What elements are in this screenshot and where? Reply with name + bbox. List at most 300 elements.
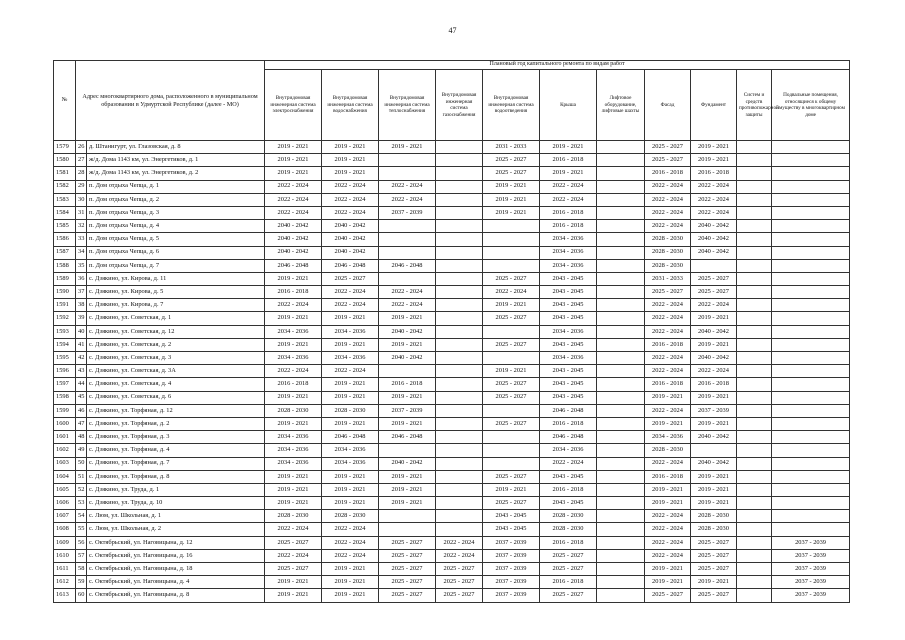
- heat-supply-cell: 2016 - 2018: [379, 378, 436, 391]
- fire-protection-cell: [737, 193, 772, 206]
- facade-cell: 2019 - 2021: [645, 576, 691, 589]
- row-index-cell: 51: [76, 470, 87, 483]
- roof-cell: 2043 - 2045: [540, 338, 597, 351]
- electricity-cell: 2019 - 2021: [265, 391, 322, 404]
- address-cell: с. Дзякино, ул. Торфяная, д. 2: [87, 417, 265, 430]
- gas-supply-cell: [436, 470, 483, 483]
- row-number-cell: 1601: [54, 431, 76, 444]
- foundation-cell: 2028 - 2030: [691, 510, 737, 523]
- water-supply-cell: 2019 - 2021: [322, 378, 379, 391]
- basement-cell: 2037 - 2039: [772, 589, 850, 602]
- address-cell: с. Дзякино, ул. Труда, д. 1: [87, 483, 265, 496]
- row-index-cell: 47: [76, 417, 87, 430]
- fire-protection-cell: [737, 523, 772, 536]
- facade-cell: 2028 - 2030: [645, 259, 691, 272]
- facade-cell: 2022 - 2024: [645, 457, 691, 470]
- row-index-cell: 57: [76, 549, 87, 562]
- basement-cell: [772, 378, 850, 391]
- water-supply-cell: 2019 - 2021: [322, 576, 379, 589]
- heat-supply-cell: 2025 - 2027: [379, 576, 436, 589]
- address-cell: п. Дом отдыха Чепца, д. 7: [87, 259, 265, 272]
- row-index-cell: 49: [76, 444, 87, 457]
- row-index-cell: 30: [76, 193, 87, 206]
- roof-cell: 2025 - 2027: [540, 563, 597, 576]
- roof-cell: 2016 - 2018: [540, 576, 597, 589]
- elevators-cell: [597, 523, 645, 536]
- table-row: [54, 365, 850, 378]
- fire-protection-cell: [737, 325, 772, 338]
- elevators-cell: [597, 576, 645, 589]
- address-cell: д. Штанигурт, ул. Глазовская, д. 8: [87, 141, 265, 154]
- gas-supply-cell: [436, 246, 483, 259]
- gas-supply-cell: [436, 259, 483, 272]
- sewerage-cell: 2019 - 2021: [483, 299, 540, 312]
- foundation-cell: 2022 - 2024: [691, 365, 737, 378]
- water-supply-cell: 2019 - 2021: [322, 417, 379, 430]
- electricity-cell: 2019 - 2021: [265, 417, 322, 430]
- gas-supply-cell: [436, 444, 483, 457]
- table-row: [54, 259, 850, 272]
- elevators-cell: [597, 470, 645, 483]
- heat-supply-cell: 2025 - 2027: [379, 549, 436, 562]
- fire-protection-cell: [737, 272, 772, 285]
- page-number: 47: [448, 26, 457, 35]
- water-supply-cell: 2019 - 2021: [322, 141, 379, 154]
- address-cell: с. Люм, ул. Школьная, д. 1: [87, 510, 265, 523]
- sewerage-cell: 2019 - 2021: [483, 180, 540, 193]
- foundation-cell: 2040 - 2042: [691, 325, 737, 338]
- address-cell: с. Октябрьский, ул. Наговицына, д. 18: [87, 563, 265, 576]
- row-index-cell: 37: [76, 286, 87, 299]
- elevators-cell: [597, 180, 645, 193]
- facade-cell: 2031 - 2033: [645, 272, 691, 285]
- row-index-cell: 46: [76, 404, 87, 417]
- facade-cell: 2022 - 2024: [645, 193, 691, 206]
- elevators-cell: [597, 193, 645, 206]
- foundation-cell: 2019 - 2021: [691, 483, 737, 496]
- row-index-cell: 53: [76, 497, 87, 510]
- elevators-cell: [597, 246, 645, 259]
- elevators-cell: [597, 286, 645, 299]
- elevators-cell: [597, 457, 645, 470]
- electricity-cell: 2016 - 2018: [265, 286, 322, 299]
- table-row: [54, 206, 850, 219]
- address-cell: с. Дзякино, ул. Кирова, д. 11: [87, 272, 265, 285]
- gas-supply-cell: [436, 457, 483, 470]
- electricity-cell: 2022 - 2024: [265, 523, 322, 536]
- roof-cell: 2043 - 2045: [540, 365, 597, 378]
- basement-cell: [772, 206, 850, 219]
- water-supply-cell: 2028 - 2030: [322, 510, 379, 523]
- address-cell: с. Люм, ул. Школьная, д. 2: [87, 523, 265, 536]
- table-row: [54, 180, 850, 193]
- row-index-cell: 36: [76, 272, 87, 285]
- basement-cell: [772, 483, 850, 496]
- header-elevators: Лифтовое оборудование, лифтовые шахты: [597, 70, 645, 141]
- fire-protection-cell: [737, 365, 772, 378]
- table-row: [54, 549, 850, 562]
- basement-cell: [772, 193, 850, 206]
- address-cell: с. Дзякино, ул. Кирова, д. 7: [87, 299, 265, 312]
- table-row: [54, 286, 850, 299]
- fire-protection-cell: [737, 352, 772, 365]
- heat-supply-cell: 2019 - 2021: [379, 312, 436, 325]
- heat-supply-cell: 2022 - 2024: [379, 286, 436, 299]
- basement-cell: [772, 510, 850, 523]
- roof-cell: 2046 - 2048: [540, 404, 597, 417]
- foundation-cell: 2022 - 2024: [691, 193, 737, 206]
- facade-cell: 2025 - 2027: [645, 286, 691, 299]
- sewerage-cell: [483, 352, 540, 365]
- sewerage-cell: 2037 - 2039: [483, 536, 540, 549]
- roof-cell: 2034 - 2036: [540, 352, 597, 365]
- basement-cell: [772, 167, 850, 180]
- sewerage-cell: [483, 444, 540, 457]
- electricity-cell: 2040 - 2042: [265, 220, 322, 233]
- electricity-cell: 2022 - 2024: [265, 180, 322, 193]
- table-row: [54, 510, 850, 523]
- elevators-cell: [597, 220, 645, 233]
- foundation-cell: 2028 - 2030: [691, 523, 737, 536]
- foundation-cell: 2040 - 2042: [691, 431, 737, 444]
- electricity-cell: 2022 - 2024: [265, 193, 322, 206]
- header-water-supply: Внутридомовая инженерная система водоснабжения: [322, 70, 379, 141]
- heat-supply-cell: 2040 - 2042: [379, 457, 436, 470]
- row-number-cell: 1613: [54, 589, 76, 602]
- table-row: [54, 589, 850, 602]
- electricity-cell: 2025 - 2027: [265, 563, 322, 576]
- row-number-cell: 1592: [54, 312, 76, 325]
- sewerage-cell: 2025 - 2027: [483, 154, 540, 167]
- roof-cell: 2028 - 2030: [540, 510, 597, 523]
- water-supply-cell: 2019 - 2021: [322, 167, 379, 180]
- foundation-cell: 2040 - 2042: [691, 233, 737, 246]
- address-cell: ж/д. Дома 1143 км, ул. Энергетиков, д. 1: [87, 154, 265, 167]
- foundation-cell: 2019 - 2021: [691, 470, 737, 483]
- fire-protection-cell: [737, 563, 772, 576]
- heat-supply-cell: [379, 510, 436, 523]
- basement-cell: [772, 391, 850, 404]
- row-number-cell: 1583: [54, 193, 76, 206]
- fire-protection-cell: [737, 312, 772, 325]
- sewerage-cell: 2031 - 2033: [483, 141, 540, 154]
- gas-supply-cell: [436, 391, 483, 404]
- roof-cell: 2016 - 2018: [540, 417, 597, 430]
- water-supply-cell: 2019 - 2021: [322, 154, 379, 167]
- heat-supply-cell: 2025 - 2027: [379, 563, 436, 576]
- row-number-cell: 1587: [54, 246, 76, 259]
- gas-supply-cell: [436, 523, 483, 536]
- gas-supply-cell: [436, 325, 483, 338]
- address-cell: с. Октябрьский, ул. Наговицына, д. 4: [87, 576, 265, 589]
- row-number-cell: 1586: [54, 233, 76, 246]
- elevators-cell: [597, 497, 645, 510]
- electricity-cell: 2028 - 2030: [265, 510, 322, 523]
- gas-supply-cell: [436, 180, 483, 193]
- water-supply-cell: 2034 - 2036: [322, 457, 379, 470]
- fire-protection-cell: [737, 167, 772, 180]
- table-row: [54, 470, 850, 483]
- header-fire-protection: Систем и средств противопожарной защиты: [737, 70, 772, 141]
- heat-supply-cell: 2019 - 2021: [379, 141, 436, 154]
- table-row: [54, 312, 850, 325]
- roof-cell: 2025 - 2027: [540, 589, 597, 602]
- elevators-cell: [597, 233, 645, 246]
- heat-supply-cell: 2019 - 2021: [379, 417, 436, 430]
- sewerage-cell: [483, 233, 540, 246]
- gas-supply-cell: [436, 510, 483, 523]
- sewerage-cell: [483, 431, 540, 444]
- row-number-cell: 1600: [54, 417, 76, 430]
- address-cell: с. Дзякино, ул. Советская, д. 3А: [87, 365, 265, 378]
- roof-cell: 2028 - 2030: [540, 523, 597, 536]
- header-roof: Крыша: [540, 70, 597, 141]
- elevators-cell: [597, 325, 645, 338]
- facade-cell: 2016 - 2018: [645, 378, 691, 391]
- foundation-cell: 2016 - 2018: [691, 378, 737, 391]
- facade-cell: 2028 - 2030: [645, 444, 691, 457]
- header-number: №: [54, 61, 76, 141]
- basement-cell: [772, 180, 850, 193]
- row-index-cell: 33: [76, 233, 87, 246]
- basement-cell: [772, 444, 850, 457]
- fire-protection-cell: [737, 444, 772, 457]
- header-basement: Подвальные помещения, относящиеся к общему имуществу в многоквартирном доме: [772, 70, 850, 141]
- foundation-cell: 2025 - 2027: [691, 589, 737, 602]
- basement-cell: [772, 325, 850, 338]
- basement-cell: [772, 312, 850, 325]
- fire-protection-cell: [737, 470, 772, 483]
- row-index-cell: 44: [76, 378, 87, 391]
- gas-supply-cell: 2022 - 2024: [436, 549, 483, 562]
- elevators-cell: [597, 589, 645, 602]
- address-cell: с. Дзякино, ул. Советская, д. 3: [87, 352, 265, 365]
- facade-cell: 2016 - 2018: [645, 470, 691, 483]
- roof-cell: 2019 - 2021: [540, 141, 597, 154]
- heat-supply-cell: 2040 - 2042: [379, 352, 436, 365]
- address-cell: п. Дом отдыха Чепца, д. 3: [87, 206, 265, 219]
- sewerage-cell: 2019 - 2021: [483, 365, 540, 378]
- water-supply-cell: 2040 - 2042: [322, 233, 379, 246]
- water-supply-cell: 2019 - 2021: [322, 470, 379, 483]
- sewerage-cell: 2025 - 2027: [483, 470, 540, 483]
- roof-cell: 2016 - 2018: [540, 206, 597, 219]
- table-row: [54, 576, 850, 589]
- electricity-cell: 2022 - 2024: [265, 549, 322, 562]
- water-supply-cell: 2040 - 2042: [322, 246, 379, 259]
- basement-cell: [772, 352, 850, 365]
- heat-supply-cell: 2022 - 2024: [379, 299, 436, 312]
- facade-cell: 2022 - 2024: [645, 180, 691, 193]
- row-number-cell: 1605: [54, 483, 76, 496]
- row-index-cell: 56: [76, 536, 87, 549]
- roof-cell: 2016 - 2018: [540, 154, 597, 167]
- foundation-cell: 2025 - 2027: [691, 272, 737, 285]
- facade-cell: 2022 - 2024: [645, 206, 691, 219]
- heat-supply-cell: [379, 246, 436, 259]
- roof-cell: 2043 - 2045: [540, 378, 597, 391]
- sewerage-cell: 2025 - 2027: [483, 497, 540, 510]
- water-supply-cell: 2022 - 2024: [322, 523, 379, 536]
- gas-supply-cell: [436, 286, 483, 299]
- sewerage-cell: 2025 - 2027: [483, 167, 540, 180]
- row-number-cell: 1597: [54, 378, 76, 391]
- roof-cell: 2016 - 2018: [540, 220, 597, 233]
- gas-supply-cell: [436, 404, 483, 417]
- electricity-cell: 2019 - 2021: [265, 470, 322, 483]
- table-row: [54, 141, 850, 154]
- electricity-cell: 2046 - 2048: [265, 259, 322, 272]
- fire-protection-cell: [737, 391, 772, 404]
- fire-protection-cell: [737, 536, 772, 549]
- roof-cell: 2034 - 2036: [540, 444, 597, 457]
- electricity-cell: 2034 - 2036: [265, 431, 322, 444]
- facade-cell: 2022 - 2024: [645, 220, 691, 233]
- facade-cell: 2022 - 2024: [645, 365, 691, 378]
- sewerage-cell: 2019 - 2021: [483, 483, 540, 496]
- elevators-cell: [597, 272, 645, 285]
- fire-protection-cell: [737, 246, 772, 259]
- foundation-cell: 2022 - 2024: [691, 299, 737, 312]
- basement-cell: 2037 - 2039: [772, 563, 850, 576]
- electricity-cell: 2028 - 2030: [265, 404, 322, 417]
- address-cell: с. Дзякино, ул. Торфяная, д. 12: [87, 404, 265, 417]
- water-supply-cell: 2022 - 2024: [322, 286, 379, 299]
- header-plan-year: Плановый год капитального ремонта по видам работ: [265, 61, 850, 70]
- table-row: [54, 325, 850, 338]
- elevators-cell: [597, 536, 645, 549]
- electricity-cell: 2019 - 2021: [265, 141, 322, 154]
- table-row: [54, 457, 850, 470]
- fire-protection-cell: [737, 417, 772, 430]
- row-index-cell: 60: [76, 589, 87, 602]
- table-body: [54, 141, 850, 603]
- address-cell: с. Октябрьский, ул. Наговицына, д. 12: [87, 536, 265, 549]
- facade-cell: 2016 - 2018: [645, 338, 691, 351]
- header-electricity: Внутридомовая инженерная система электроснабжения: [265, 70, 322, 141]
- table-row: [54, 523, 850, 536]
- roof-cell: 2043 - 2045: [540, 272, 597, 285]
- heat-supply-cell: [379, 233, 436, 246]
- water-supply-cell: 2019 - 2021: [322, 563, 379, 576]
- water-supply-cell: 2022 - 2024: [322, 536, 379, 549]
- fire-protection-cell: [737, 549, 772, 562]
- elevators-cell: [597, 167, 645, 180]
- elevators-cell: [597, 365, 645, 378]
- address-cell: с. Дзякино, ул. Советская, д. 12: [87, 325, 265, 338]
- row-number-cell: 1582: [54, 180, 76, 193]
- row-index-cell: 59: [76, 576, 87, 589]
- heat-supply-cell: 2019 - 2021: [379, 497, 436, 510]
- row-number-cell: 1599: [54, 404, 76, 417]
- roof-cell: 2016 - 2018: [540, 483, 597, 496]
- row-index-cell: 54: [76, 510, 87, 523]
- facade-cell: 2022 - 2024: [645, 299, 691, 312]
- sewerage-cell: [483, 220, 540, 233]
- facade-cell: 2025 - 2027: [645, 589, 691, 602]
- foundation-cell: 2025 - 2027: [691, 286, 737, 299]
- facade-cell: 2019 - 2021: [645, 563, 691, 576]
- electricity-cell: 2034 - 2036: [265, 352, 322, 365]
- gas-supply-cell: 2025 - 2027: [436, 589, 483, 602]
- foundation-cell: 2019 - 2021: [691, 338, 737, 351]
- row-index-cell: 50: [76, 457, 87, 470]
- electricity-cell: 2019 - 2021: [265, 497, 322, 510]
- basement-cell: [772, 286, 850, 299]
- gas-supply-cell: [436, 233, 483, 246]
- gas-supply-cell: [436, 141, 483, 154]
- sewerage-cell: 2019 - 2021: [483, 193, 540, 206]
- water-supply-cell: 2022 - 2024: [322, 193, 379, 206]
- gas-supply-cell: [436, 193, 483, 206]
- sewerage-cell: 2025 - 2027: [483, 378, 540, 391]
- water-supply-cell: 2046 - 2048: [322, 431, 379, 444]
- fire-protection-cell: [737, 404, 772, 417]
- foundation-cell: 2040 - 2042: [691, 457, 737, 470]
- fire-protection-cell: [737, 180, 772, 193]
- elevators-cell: [597, 483, 645, 496]
- fire-protection-cell: [737, 220, 772, 233]
- roof-cell: 2034 - 2036: [540, 259, 597, 272]
- foundation-cell: [691, 444, 737, 457]
- heat-supply-cell: 2019 - 2021: [379, 338, 436, 351]
- sewerage-cell: [483, 404, 540, 417]
- basement-cell: [772, 154, 850, 167]
- gas-supply-cell: [436, 154, 483, 167]
- table-row: [54, 233, 850, 246]
- address-cell: с. Дзякино, ул. Советская, д. 6: [87, 391, 265, 404]
- foundation-cell: 2019 - 2021: [691, 312, 737, 325]
- capital-repair-table: [53, 60, 850, 603]
- fire-protection-cell: [737, 589, 772, 602]
- table-row: [54, 417, 850, 430]
- table-row: [54, 444, 850, 457]
- gas-supply-cell: [436, 299, 483, 312]
- facade-cell: 2022 - 2024: [645, 404, 691, 417]
- header-facade: Фасад: [645, 70, 691, 141]
- roof-cell: 2022 - 2024: [540, 457, 597, 470]
- row-index-cell: 26: [76, 141, 87, 154]
- fire-protection-cell: [737, 576, 772, 589]
- address-cell: с. Дзякино, ул. Кирова, д. 5: [87, 286, 265, 299]
- address-cell: ж/д. Дома 1143 км, ул. Энергетиков, д. 2: [87, 167, 265, 180]
- row-index-cell: 48: [76, 431, 87, 444]
- row-index-cell: 28: [76, 167, 87, 180]
- address-cell: с. Дзякино, ул. Торфяная, д. 7: [87, 457, 265, 470]
- address-cell: с. Октябрьский, ул. Наговицына, д. 8: [87, 589, 265, 602]
- heat-supply-cell: 2037 - 2039: [379, 404, 436, 417]
- table-row: [54, 352, 850, 365]
- facade-cell: 2022 - 2024: [645, 352, 691, 365]
- foundation-cell: 2019 - 2021: [691, 497, 737, 510]
- foundation-cell: [691, 259, 737, 272]
- electricity-cell: 2040 - 2042: [265, 233, 322, 246]
- facade-cell: 2019 - 2021: [645, 497, 691, 510]
- elevators-cell: [597, 404, 645, 417]
- water-supply-cell: 2028 - 2030: [322, 404, 379, 417]
- gas-supply-cell: [436, 352, 483, 365]
- elevators-cell: [597, 338, 645, 351]
- roof-cell: 2034 - 2036: [540, 246, 597, 259]
- sewerage-cell: [483, 457, 540, 470]
- elevators-cell: [597, 391, 645, 404]
- sewerage-cell: 2037 - 2039: [483, 576, 540, 589]
- electricity-cell: 2019 - 2021: [265, 589, 322, 602]
- basement-cell: 2037 - 2039: [772, 549, 850, 562]
- heat-supply-cell: 2046 - 2048: [379, 431, 436, 444]
- gas-supply-cell: [436, 365, 483, 378]
- foundation-cell: 2040 - 2042: [691, 220, 737, 233]
